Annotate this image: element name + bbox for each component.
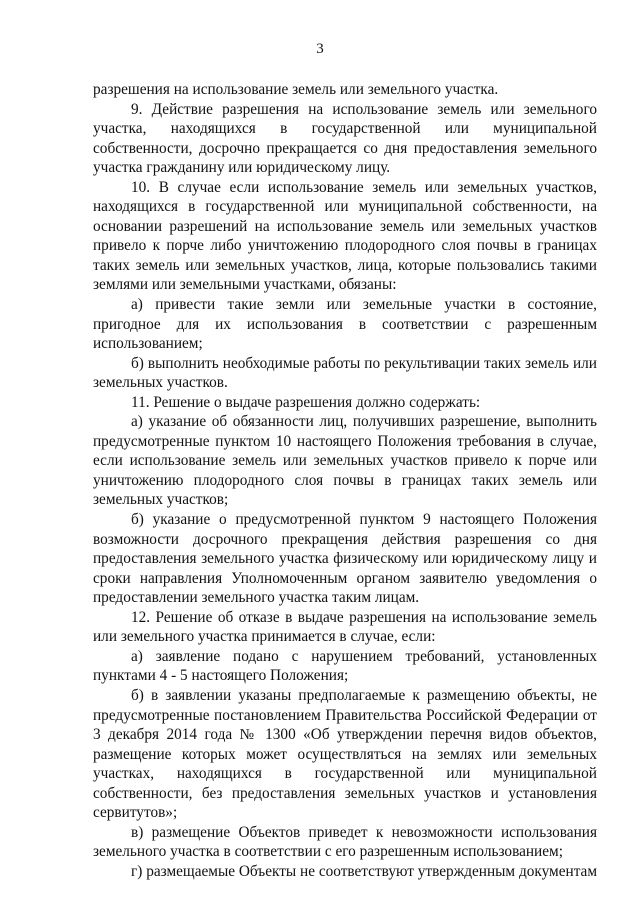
paragraph-item-9: 9. Действие разрешения на использование земель или земельного участка, находящихся в государственной или муниципальной собственности, досрочно прекращается со дня предоставления земельного участка гражданину или юридическому лицу. <box>93 100 597 177</box>
paragraph-item-12d: г) размещаемые Объекты не соответствуют утвержденным документам <box>131 862 597 880</box>
paragraph-item-10a: а) привести такие земли или земельные участки в состояние, пригодное для их использования в соответствии с разрешенным использованием; <box>93 296 597 353</box>
paragraph-item-11a: а) указание об обязанности лиц, получивших разрешение, выполнить предусмотренные пунктом 10 настоящего Положения требования в случае, если использование земель или земельных участков привело к порче или уничтожению плодородного слоя почвы в границах таких земель или земельных участков; <box>93 413 597 509</box>
document-body <box>93 80 597 881</box>
paragraph-item-12b: б) в заявлении указаны предполагаемые к размещению объекты, не предусмотренные постановлением Правительства Российской Федерации от 3 декабря 2014 года № 1300 «Об утверждении перечня видов объектов, размещение которых может осуществляться на землях или земельных участках, находящихся в государственной или муниципальной собственности, без предоставления земельных участков и установления сервитутов»; <box>93 686 597 822</box>
paragraph-continuation: разрешения на использование земель или земельного участка. <box>93 81 499 98</box>
paragraph-item-10: 10. В случае если использование земель или земельных участков, находящихся в государственной или муниципальной собственности, на основании разрешений на использование земель или земельных участков привело к порче либо уничтожению плодородного слоя почвы в границах таких земель или земельных участков, лица, которые пользовались такими землями или земельными участками, обязаны: <box>93 178 597 294</box>
paragraph-item-11b: б) указание о предусмотренной пунктом 9 настоящего Положения возможности досрочного прекращения действия разрешения со дня предоставления земельного участка физическому или юридическому лицу и сроки направления Уполномоченным органом заявителю уведомления о предоставлении земельного участка таким лицам. <box>93 511 597 607</box>
paragraph-item-12c: в) размещение Объектов приведет к невозможности использования земельного участка в соответствии с его разрешенным использованием; <box>93 823 597 861</box>
paragraph-item-12a: а) заявление подано с нарушением требований, установленных пунктами 4 - 5 настоящего Положения; <box>93 647 597 685</box>
paragraph-item-10b: б) выполнить необходимые работы по рекультивации таких земель или земельных участков. <box>93 354 597 392</box>
paragraph-item-12: 12. Решение об отказе в выдаче разрешения на использование земель или земельного участка принимается в случае, если: <box>93 608 597 646</box>
paragraph-item-11: 11. Решение о выдаче разрешения должно содержать: <box>131 393 481 411</box>
page-number: 3 <box>316 41 324 57</box>
